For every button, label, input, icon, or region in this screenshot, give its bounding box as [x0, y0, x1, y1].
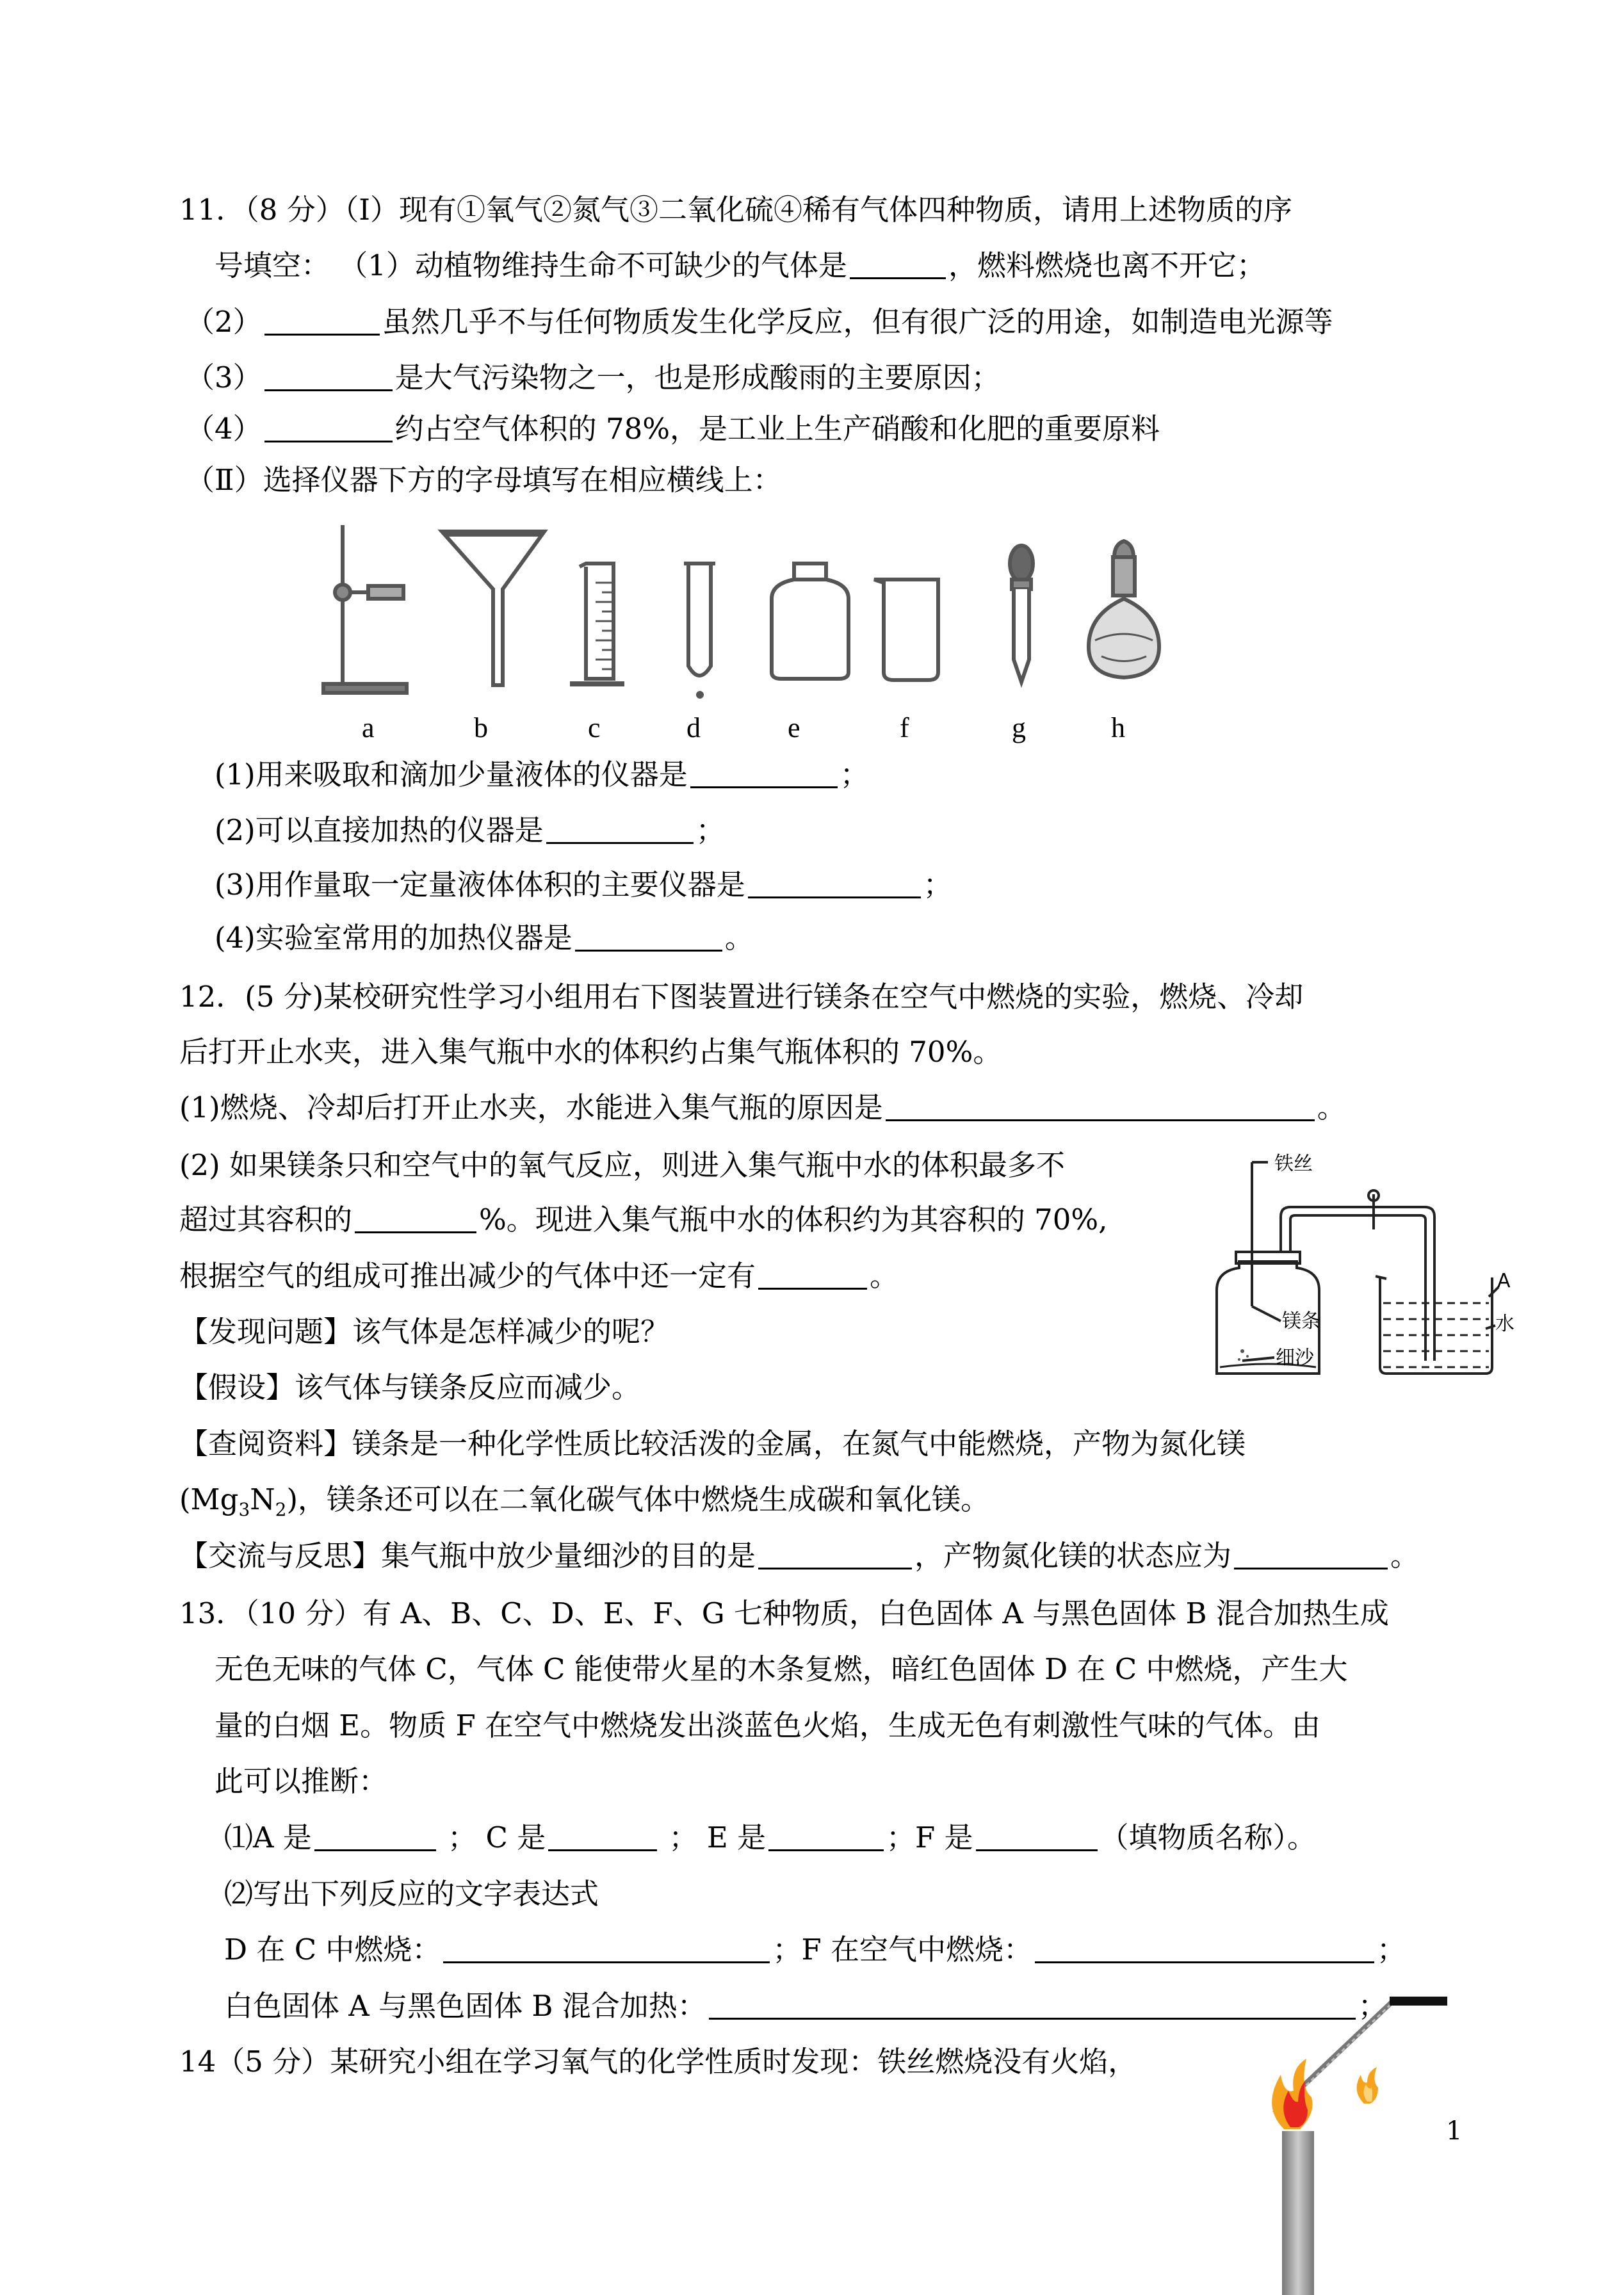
q14-line1: 14（5 分）某研究小组在学习氧气的化学性质时发现：铁丝燃烧没有火焰，: [179, 2045, 1137, 2079]
q13-line2: 无色无味的气体 C，气体 C 能使带火星的木条复燃，暗红色固体 D 在 C 中燃烧，产生大: [215, 1652, 1348, 1686]
graduated-cylinder-icon: [570, 564, 624, 684]
q11-sub1: (1)用来吸取和滴加少量液体的仪器是 ；: [215, 758, 869, 791]
q12-hypothesis: 【假设】该气体与镁条反应而减少。: [179, 1370, 641, 1404]
label-b: b: [474, 712, 488, 743]
page-number: 1: [1446, 2116, 1463, 2146]
diagram-sand-label: 细沙: [1276, 1347, 1314, 1369]
reagent-bottle-icon: [772, 564, 849, 679]
test-tube-icon: [684, 564, 715, 697]
dropper-icon: [1010, 546, 1033, 682]
q13-line1: 13．（10 分）有 A、B、C、D、E、F、G 七种物质，白色固体 A 与黑色固体 B 混合加热生成: [179, 1596, 1389, 1630]
answer-blank[interactable]: [1035, 1932, 1374, 1963]
answer-blank[interactable]: [443, 1932, 770, 1963]
q13-item1: ⑴A 是 ； C 是 ； E 是 ；F 是 （填物质名称）。: [224, 1821, 1317, 1854]
q11-line2: 号填空： （1）动植物维持生命不可缺少的气体是 ，燃料燃烧也离不开它；: [215, 248, 1265, 282]
label-g: g: [1012, 712, 1026, 743]
burner-flame-illustration: [1236, 1985, 1466, 2295]
beaker-icon: [874, 580, 938, 680]
label-a: a: [362, 712, 375, 743]
q11-sub4: (4)实验室常用的加热仪器是 。: [215, 921, 754, 955]
answer-blank[interactable]: [886, 1090, 1315, 1121]
q13-line3: 量的白烟 E。物质 F 在空气中燃烧发出淡蓝色火焰，生成无色有刺激性气味的气体。由: [215, 1708, 1320, 1742]
answer-blank[interactable]: [575, 920, 722, 952]
alcohol-lamp-icon: [1089, 541, 1159, 677]
lab-instruments-illustration: [0, 0, 1624, 768]
label-e: e: [788, 712, 800, 743]
answer-blank[interactable]: [768, 1820, 884, 1851]
q11-sub2: (2)可以直接加热的仪器是 ；: [215, 813, 725, 847]
label-c: c: [588, 712, 601, 743]
q11-sub3: (3)用作量取一定量液体体积的主要仪器是 ；: [215, 868, 952, 902]
q12-line1: 12．(5 分)某校研究性学习小组用右下图装置进行镁条在空气中燃烧的实验，燃烧、冷却: [179, 980, 1304, 1014]
q12-item2: (2) 如果镁条只和空气中的氧气反应，则进入集气瓶中水的体积最多不: [179, 1148, 1066, 1182]
answer-blank[interactable]: [758, 1258, 867, 1290]
answer-blank[interactable]: [748, 867, 921, 898]
answer-blank[interactable]: [546, 813, 694, 844]
q11-header: 11．（8 分）（Ⅰ）现有①氧气②氮气③二氧化硫④稀有气体四种物质，请用上述物质的序: [179, 193, 1292, 227]
q12-line2: 后打开止水夹，进入集气瓶中水的体积约占集气瓶体积的 70%。: [179, 1035, 1002, 1069]
diagram-a-label: A: [1497, 1270, 1511, 1292]
burner-tube-icon: [1282, 2131, 1314, 2295]
answer-blank[interactable]: [690, 757, 838, 788]
small-flame-icon: [1357, 2067, 1378, 2104]
q12-item2-cont: 超过其容积的 %。现进入集气瓶中水的体积约为其容积的 70%,: [179, 1203, 1108, 1237]
diagram-water-label: 水: [1495, 1313, 1514, 1335]
q12-find-problem: 【发现问题】该气体是怎样减少的呢？: [179, 1315, 670, 1349]
answer-blank[interactable]: [976, 1820, 1098, 1851]
answer-blank[interactable]: [1234, 1538, 1388, 1569]
q13-line4: 此可以推断：: [215, 1764, 388, 1798]
q12-item2-end: 根据空气的组成可推出减少的气体中还一定有 。: [179, 1259, 899, 1293]
q12-item1: (1)燃烧、冷却后打开止水夹，水能进入集气瓶的原因是 。: [179, 1091, 1346, 1124]
label-f: f: [900, 712, 909, 743]
flame-icon: [1272, 2059, 1312, 2129]
q11-item3: （3） 是大气污染物之一，也是形成酸雨的主要原因；: [186, 361, 1000, 394]
magnesium-combustion-apparatus: [1204, 1143, 1514, 1380]
funnel-icon: [442, 531, 544, 685]
q12-reference: 【查阅资料】镁条是一种化学性质比较活泼的金属，在氮气中能燃烧，产物为氮化镁: [179, 1427, 1246, 1461]
label-h: h: [1111, 712, 1125, 743]
q13-item2-ab: 白色固体 A 与黑色固体 B 混合加热： ；: [224, 1989, 1387, 2023]
q13-item2: ⑵写出下列反应的文字表达式: [224, 1877, 599, 1911]
iron-stand-icon: [323, 525, 407, 693]
answer-blank[interactable]: [314, 1820, 436, 1851]
diagram-mg-strip-label: 镁条: [1282, 1310, 1320, 1333]
answer-blank[interactable]: [758, 1538, 912, 1569]
q11-item2: （2） 虽然几乎不与任何物质发生化学反应，但有很广泛的用途，如制造电光源等: [186, 305, 1333, 339]
q12-reference-cont: $(Mg_3N_2)$，镁条还可以在二氧化碳气体中燃烧生成碳和氧化镁。: [179, 1482, 990, 1520]
q11-item4: （4） 约占空气体积的 78%，是工业上生产硝酸和化肥的重要原料: [186, 412, 1160, 446]
diagram-iron-wire-label: 铁丝: [1274, 1153, 1313, 1175]
answer-blank[interactable]: [355, 1202, 476, 1233]
q13-item2-d: D 在 C 中燃烧： ；F 在空气中燃烧： ；: [224, 1933, 1406, 1967]
label-d: d: [686, 712, 701, 743]
q12-reflection: 【交流与反思】集气瓶中放少量细沙的目的是 ，产物氮化镁的状态应为 。: [179, 1539, 1420, 1573]
answer-blank[interactable]: [548, 1820, 657, 1851]
q11-part2: （Ⅱ）选择仪器下方的字母填写在相应横线上：: [186, 463, 782, 497]
